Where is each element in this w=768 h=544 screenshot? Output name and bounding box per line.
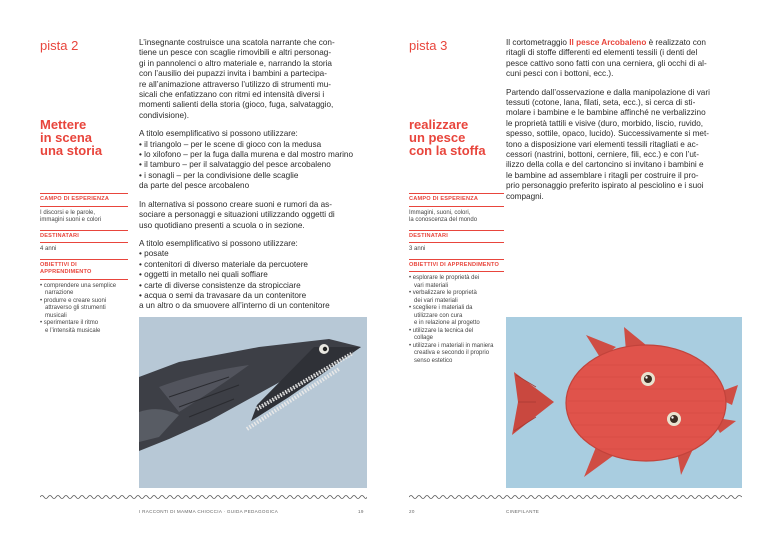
- list-item: • utilizzare i materiali in maniera creativa e secondo il proprio senso estetico: [409, 342, 494, 364]
- page-title: [40, 118, 102, 157]
- intro-paragraph: L’insegnante costruisce una scatola narrante che con- tiene un pesce con scaglie rimovibili e altri personag- gi in pannolenci o altro materiale e, narrando la storia con l’ausilio dei pupazzi invita i bambini a partecipa- re all’animazione attraverso l’utilizzo di strumenti mu- sicali che enfatizzano con ritmi ed intensità diversi i momenti salienti della storia (gioco, fuga, salvataggio, condivisione).: [139, 38, 335, 120]
- list-item: • i sonagli – per la condivisione delle scaglie da parte del pesce arcobaleno: [139, 170, 299, 191]
- destinatari-text: 4 anni: [40, 246, 57, 252]
- list-item: • esplorare le proprietà dei vari materiali: [409, 275, 480, 289]
- campo-text: Immagini, suoni, colori, la conoscenza del mondo: [409, 209, 478, 223]
- body-paragraph: Partendo dall’osservazione e dalla manipolazione di vari tessuti (cotone, lana, filati, seta, ecc.), si cerca di sti- molare i bambine e le bambine affinché ne verbalizzino le proprietà tattili e visive (duro, morbido, liscio, ruvido, spesso, sottile, opaco, lucido). Successivamente si met- tono a disposizione vari elementi tessili ritagliati e ac- cessori (nastrini, bottoni, cerniere, fili, ecc.) e con l’ut- ilizzo della colla e del cartoncino si invitano i bambini e le bambine ad assemblare i ritagli per costruire il pro- prio personaggio preferito ispirato al pesciolino e i suoi compagni.: [506, 87, 710, 201]
- object-list: [139, 249, 367, 311]
- title-line: una storia: [40, 143, 103, 158]
- pista-label: pista 3: [409, 38, 448, 53]
- footer-text: I RACCONTI DI MAMMA CHIOCCIA · GUIDA PEDAGOGICA: [139, 509, 279, 514]
- intro-paragraph: [506, 38, 742, 80]
- obiettivi-heading: OBIETTIVI DI APPRENDIMENTO: [409, 259, 504, 273]
- activity-sidebar: [40, 193, 128, 340]
- list-item: • scegliere i materiali da utilizzare con cura e in relazione al progetto: [409, 305, 480, 326]
- list-item: • lo xilofono – per la fuga dalla murena e dal mostro marino: [139, 150, 354, 160]
- obiettivi-heading: OBIETTIVI DI APPRENDIMENTO: [40, 259, 128, 280]
- list-item: • carte di diverse consistenze da stropicciare: [139, 280, 301, 290]
- film-title: Il pesce Arcobaleno: [569, 38, 647, 47]
- intro-post: è realizzato con ritagli di stoffe differenti ed elementi tessili (i denti del pesce cattivo sono fatti con una cerniera, gli occhi di al- cuni pesci con i bottoni, ecc.).: [506, 38, 707, 79]
- body-text: [139, 38, 367, 320]
- destinatari-heading: DESTINATARI: [409, 230, 504, 244]
- red-fabric-fish-image: [506, 317, 742, 488]
- pista-label: pista 2: [40, 38, 79, 53]
- wavy-footer-line: [40, 494, 367, 500]
- page-number: 20: [409, 509, 415, 514]
- list-item: • utilizzare la tecnica del collage: [409, 327, 474, 341]
- obiettivi-list: [409, 275, 504, 365]
- list-item: • sperimentare il ritmo e l’intensità musicale: [40, 320, 101, 334]
- list-item: • comprendere una semplice narrazione: [40, 282, 117, 296]
- campo-heading: CAMPO DI ESPERIENZA: [40, 193, 128, 207]
- list-item: • acqua o semi da travasare da un contenitore a un altro o da smuovere all’interno di un contenitore: [139, 290, 330, 311]
- title-line: con la stoffa: [409, 143, 486, 158]
- list-item: • posate: [139, 249, 169, 259]
- list-item: • contenitori di diverso materiale da percuotere: [139, 259, 308, 269]
- title-line: realizzare: [409, 117, 469, 132]
- body-text: [506, 38, 742, 210]
- destinatari-heading: DESTINATARI: [40, 230, 128, 244]
- instrument-list: [139, 140, 367, 192]
- right-page: [384, 0, 768, 544]
- campo-text: I discorsi e le parole, immagini suoni e colori: [40, 209, 102, 223]
- list-item: • oggetti in metallo nei quali soffiare: [139, 270, 268, 280]
- shark-puppet-image: [139, 317, 367, 488]
- destinatari-text: 3 anni: [409, 246, 426, 252]
- obiettivi-list: [40, 283, 128, 336]
- wavy-footer-line: [409, 494, 742, 500]
- title-line: Mettere: [40, 117, 87, 132]
- campo-heading: CAMPO DI ESPERIENZA: [409, 193, 504, 207]
- list-item: • verbalizzare le proprietà dei vari materiali: [409, 290, 477, 304]
- list-item: • il tamburo – per il salvataggio del pesce arcobaleno: [139, 160, 331, 170]
- page-title: [409, 118, 486, 157]
- example-intro: A titolo esemplificativo si possono utilizzare:: [139, 238, 298, 248]
- list-item: • produrre e creare suoni attraverso gli strumenti musicali: [40, 297, 107, 319]
- example-intro: A titolo esemplificativo si possono utilizzare:: [139, 129, 298, 139]
- activity-sidebar: [409, 193, 504, 370]
- title-line: un pesce: [409, 130, 466, 145]
- page-number: 19: [358, 509, 364, 514]
- title-line: in scena: [40, 130, 93, 145]
- intro-pre: Il cortometraggio: [506, 38, 570, 47]
- list-item: • il triangolo – per le scene di gioco con la medusa: [139, 139, 322, 149]
- footer-text: CINEFILANTE: [506, 509, 540, 514]
- alternative-paragraph: In alternativa si possono creare suoni e rumori da as- sociare a personaggi e situazioni utilizzando oggetti di uso quotidiano presenti a scuola o in sezione.: [139, 199, 335, 230]
